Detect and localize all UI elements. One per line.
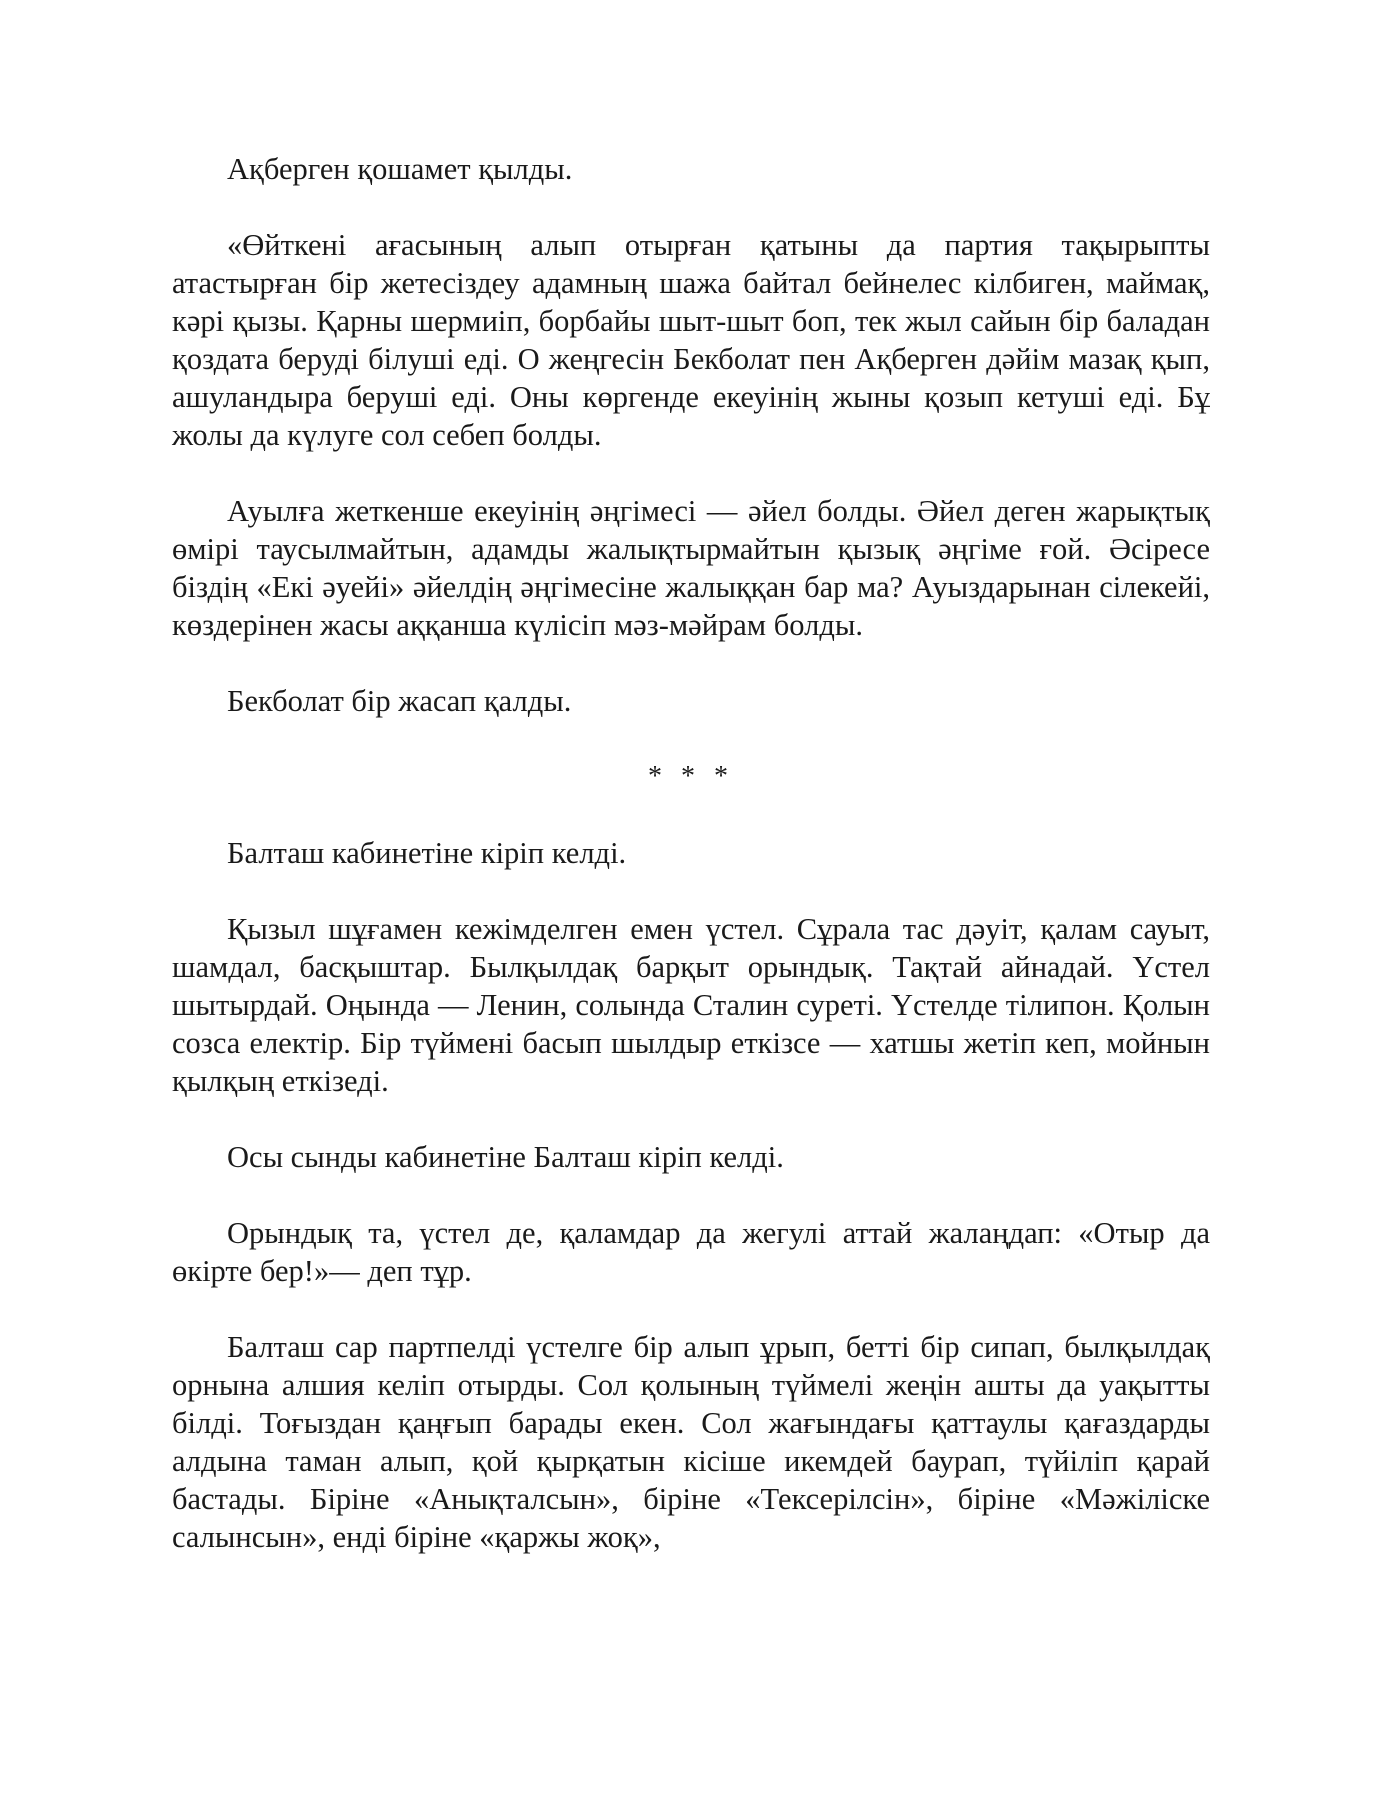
paragraph: Ауылға жеткенше екеуінің әңгімесі — әйел болды. Әйел деген жарықтық өмірі таусылмайтын, адамды жалықтырмайтын қызық әңгіме ғой. Әсіресе біздің «Екі әуейі» әйелдің әңгімесіне жалыққан бар ма? Ауыздарынан сілекейі, көздерінен жасы аққанша күлісіп мәз-мәйрам болды. xyxy=(172,494,1210,642)
paragraph: Орындық та, үстел де, қаламдар да жегулі аттай жалаңдап: «Отыр да өкірте бер!»— деп тұр. xyxy=(172,1216,1210,1288)
paragraph: Балташ сар партпелді үстелге бір алып ұрып, бетті бір сипап, былқылдақ орнына алшия келіп отырды. Сол қолының түймелі жеңін ашты да уақытты білді. Тоғыздан қаңғып барады екен. Сол жағындағы қаттаулы қағаздарды алдына таман алып, қой қырқатын кісіше икемдей баурап, түйіліп қарай бастады. Біріне «Анықталсын», біріне «Тексерілсін», біріне «Мәжіліске салынсын», енді біріне «қаржы жоқ», xyxy=(172,1330,1210,1554)
paragraph: Қызыл шұғамен кежімделген емен үстел. Сұрала тас дәуіт, қалам сауыт, шамдал, басқыштар. Былқылдақ барқыт орындық. Тақтай айнадай. Үстел шытырдай. Оңында — Ленин, солында Сталин суреті. Үстелде тілипон. Қолын созса електір. Бір түймені басып шылдыр еткізсе — хатшы жетіп кеп, мойнын қылқың еткізеді. xyxy=(172,912,1210,1098)
paragraph: Бекболат бір жасап қалды. xyxy=(227,684,572,718)
document-page xyxy=(172,150,1210,1594)
paragraph: Ақберген қошамет қылды. xyxy=(227,152,573,186)
paragraph: «Өйткені ағасының алып отырған қатыны да партия тақырыпты атастырған бір жетесіздеу адамның шажа байтал бейнелес кілбиген, маймақ, кәрі қызы. Қарны шермиіп, борбайы шыт-шыт боп, тек жыл сайын бір баладан қоздата беруді білуші еді. О жеңгесін Бекболат пен Ақберген дәйім мазақ қып, ашуландыра беруші еді. Оны көргенде екеуінің жыны қозып кетуші еді. Бұ жолы да күлуге сол себеп болды. xyxy=(172,228,1210,452)
paragraph: Осы сынды кабинетіне Балташ кіріп келді. xyxy=(227,1140,784,1174)
section-separator: * * * xyxy=(648,761,734,792)
paragraph: Балташ кабинетіне кіріп келді. xyxy=(227,836,627,870)
